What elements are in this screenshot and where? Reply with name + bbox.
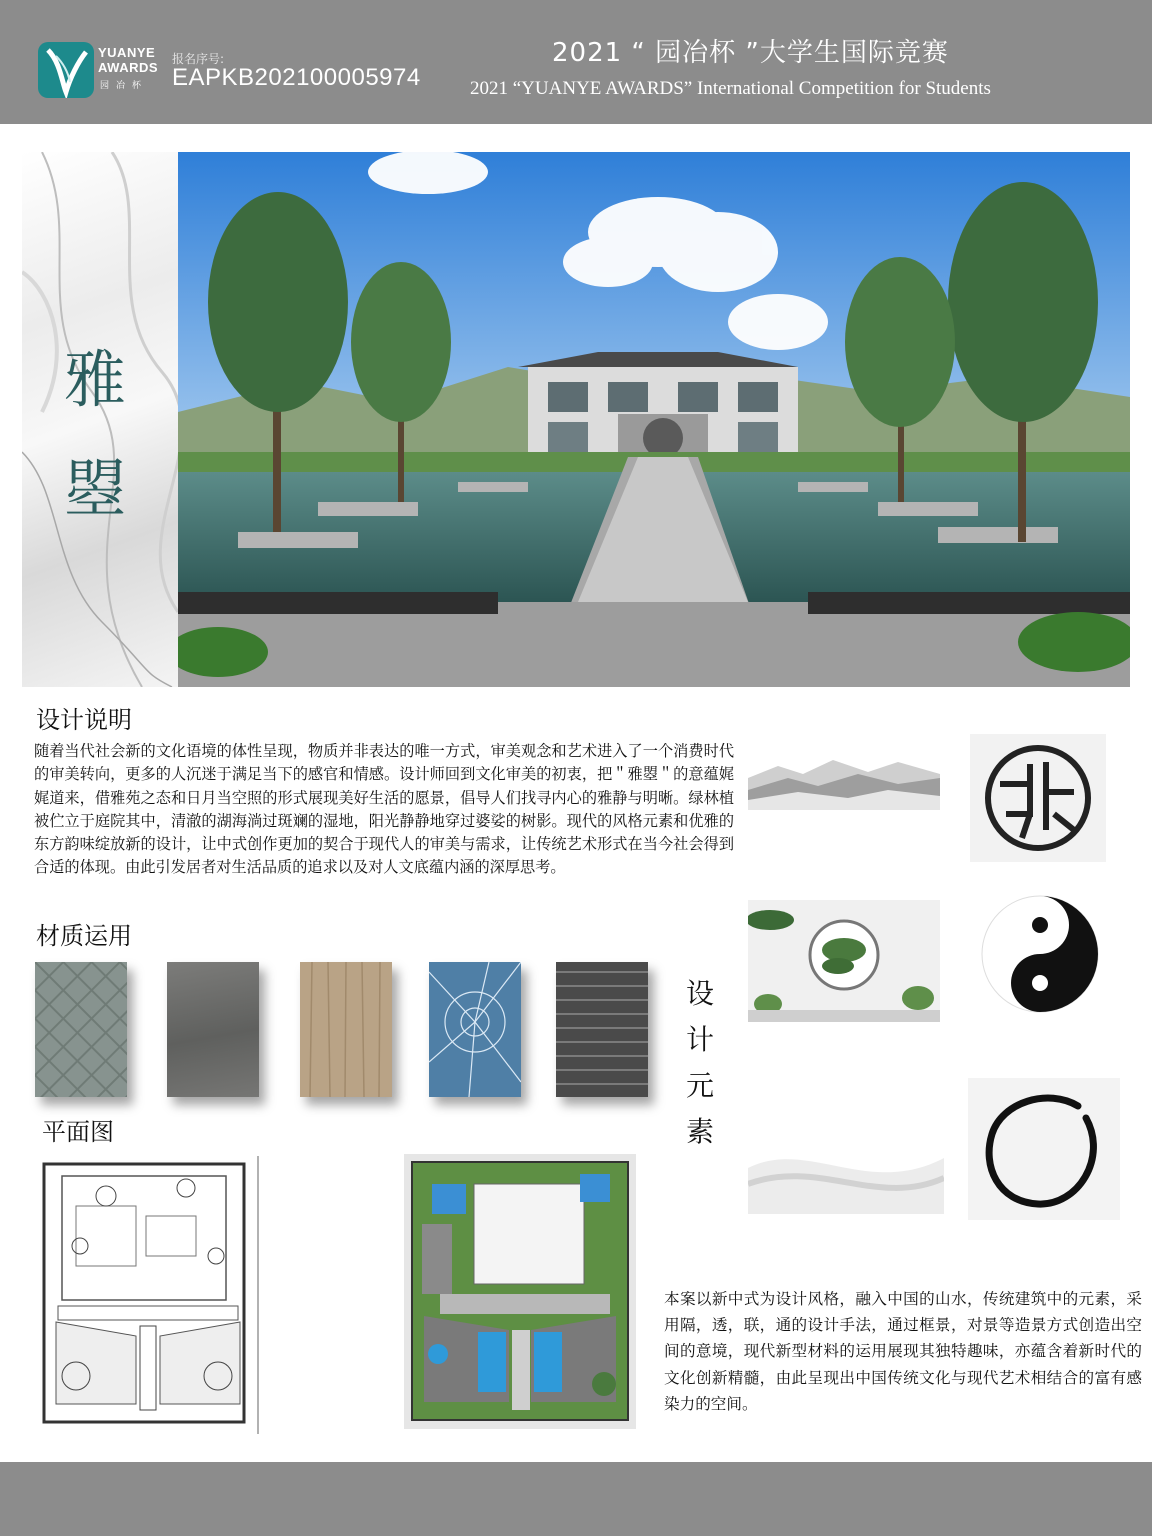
ink-mountain-image (748, 738, 940, 810)
line-site-plan-drawing (36, 1156, 260, 1434)
footer-bar (0, 1462, 1152, 1536)
competition-title-cn: 2021 “ 园冶杯 ”大学生国际竞赛 (552, 38, 949, 68)
material-swatch-wood (300, 962, 392, 1097)
concept-description-text: 本案以新中式为设计风格，融入中国的山水，传统建筑中的元素，采用隔，透，联，通的设计手法，通过框景，对景等造景方式创造出空间的意境，现代新型材料的运用展现其独特趣味，亦蕴含着新时代的文化创新精髓，由此呈现出中国传统文化与现代艺术相结合的富有感染力的空间。 (664, 1290, 1142, 1413)
logo-text-cn: 园冶杯 (100, 81, 149, 91)
marble-texture-panel (22, 152, 178, 687)
design-elements-char-4: 素 (686, 1115, 715, 1148)
project-title-char-1: 雅 (64, 343, 127, 416)
logo-text-line2: AWARDS (98, 60, 159, 75)
ink-enso-circle-icon (968, 1078, 1120, 1220)
material-swatch-tile (35, 962, 127, 1097)
design-elements-char-2: 计 (686, 1023, 715, 1056)
moon-gate-landscape-image (748, 900, 940, 1022)
design-elements-char-3: 元 (686, 1069, 715, 1102)
project-title-char-2: 曌 (64, 453, 127, 526)
plan-heading: 平面图 (42, 1118, 114, 1146)
color-site-plan-drawing (404, 1154, 636, 1429)
registration-number: EAPKB202100005974 (172, 64, 421, 91)
design-description-text: 随着当代社会新的文化语境的体性呈现，物质并非表达的唯一方式，审美观念和艺术进入了一个消费时代的审美转向，更多的人沉迷于满足当下的感官和情感。设计师回到文化审美的初衷，把＂雅曌＂的意蕴娓娓道来，借雅苑之态和日月当空照的形式展现美好生活的愿景，倡导人们找寻内心的雅静与明晰。绿林植被伫立于庭院其中，清澈的湖海淌过斑斓的湿地，阳光静静地穿过婆娑的树影。现代的风格元素和优雅的东方韵味绽放新的设计，让中式创作更加的契合于现代人的审美与需求，让传统艺术形式在当今社会得到合适的体现。由此引发居者对生活品质的追求以及对人文底蕴内涵的深厚思考。 (34, 742, 734, 877)
material-swatch-stone (167, 962, 259, 1097)
silk-wave-image (748, 1128, 944, 1214)
logo-text-line1: YUANYE (98, 45, 156, 60)
yin-yang-icon (972, 892, 1108, 1016)
competition-title-en: 2021 “YUANYE AWARDS” International Competition for Students (470, 78, 991, 99)
registration-label: 报名序号: (172, 52, 225, 66)
material-swatch-roof-tile (556, 962, 648, 1097)
material-swatch-glass (429, 962, 521, 1097)
seal-script-symbol-icon (970, 734, 1106, 862)
design-description-heading: 设计说明 (36, 706, 132, 734)
hero-rendering-image (178, 152, 1130, 687)
yuanye-logo-icon (38, 42, 94, 98)
design-elements-char-1: 设 (686, 977, 715, 1010)
materials-heading: 材质运用 (36, 922, 132, 950)
